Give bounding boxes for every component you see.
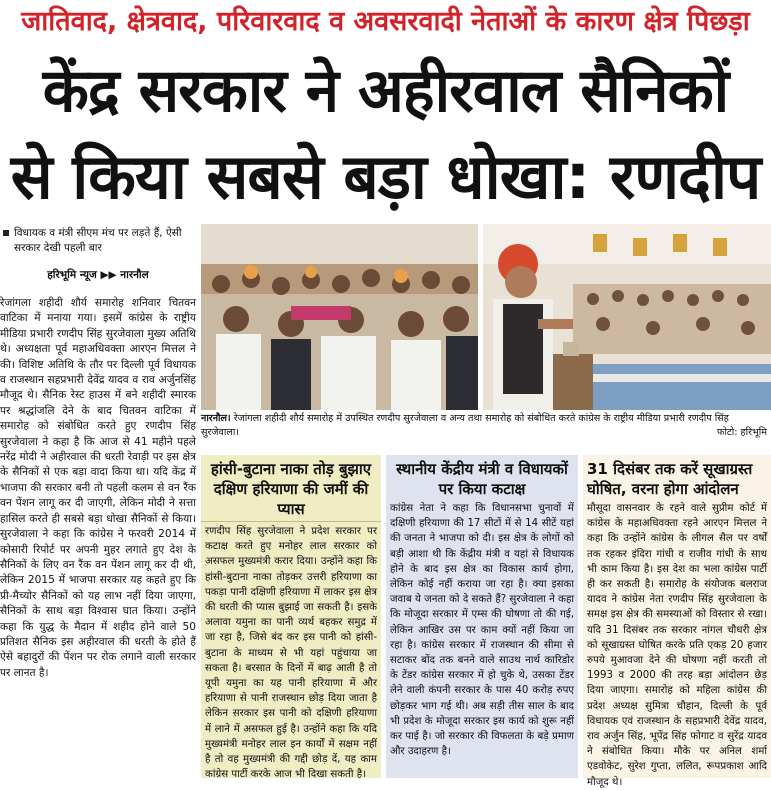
box-body: कांग्रेस नेता ने कहा कि विधानसभा चुनावों में दक्षिणी हरियाणा की 17 सीटों में से 14 सीटें यहां की जनता ने भाजपा को दी। इस क्षेत्र के लोगों को बड़ी आशा थी कि केंद्रीय मंत्री व यहां से विधायक होने के बाद इस क्षेत्र का विकास कार्य होगा, लेकिन कोई नहीं कराया जा रहा है। क्या इसका जवाब ये जनता को दे सकते हैं? सुरजेवाला ने कहा कि मोजूदा सरकार में एम्स की घोषणा तो की गई, लेकिन आखिर उस पर काम क्यों नहीं किया जा रहा है। कांग्रेस सरकार में राजस्थान की सीमा से सटाकर बोंद तक बनने वाले साउथ नार्थ कारिडोर के टेंडर कांग्रेस सरकार में हो चुके थे, उसका टेंडर लेने वाली कंपनी सरकार के पास 40 करोड़ रुपए छोड़कर भाग गई थी। अब सड़ी तीस साल के बाद भी प्रदेश के मोजूदा सरकार इस कार्य को शुरू नहीं कर पाई है। जो सरकार की विफलता के बड़े प्रमाण और उदाहरण है। <box>390 503 574 758</box>
bullet-text: विधायक व मंत्री सीएम मंच पर लड़ते हैं, ऐसी सरकार देखी पहली बार <box>14 227 182 254</box>
sidebar-box-water <box>201 455 381 781</box>
byline: हरिभूमि न्यूज ▶▶ नारनौल <box>47 269 149 281</box>
summary-bullet <box>0 226 196 256</box>
sidebar-box-ministers <box>386 455 578 778</box>
left-column <box>0 226 196 778</box>
box-body: मौसूदा वासनवार के रहने वाले सुप्रीम कोर्ट में कांग्रेस के महाअधिवक्ता रहने आरएन मित्तल ने कहा कि उन्होंने कांग्रेस के लीगल सैल पर वर्षों तक रहकर इंदिरा गांधी व राजीव गांधी के साथ भी काम किया है। इस देश का भला कांग्रेस पार्टी ही कर सकती है। समारोह के संयोजक बलराज यादव ने कांग्रेस नेता रणदीप सिंह सुरजेवाला के समक्ष इस क्षेत्र की समस्याओं को विस्तार से रखा। यदि 31 दिसंबर तक सरकार नांगल चौधरी क्षेत्र को सूखाग्रस्त घोषित करके प्रति एकड़ 20 हजार रुपये मुआवजा देने की घोषणा नहीं करती तो 1993 व 2000 की तरह बड़ा आंदोलन छेड़ दिया जाएगा। समारोह को महिला कांग्रेस की प्रदेश अध्यक्ष सुमित्रा चौहान, दिल्ली के पूर्व विधायक एवं राजस्थान के सहप्रभारी देवेंद्र यादव, राव अर्जुन सिंह, भूपेंद्र सिंह फोगाट व सुरेंद्र यादव ने संबोधित किया। मौके पर अनिल शर्मा एडवोकेट, सुरेश गुप्ता, ललित, रूपप्रकाश आदि मौजूद थे। <box>587 503 767 788</box>
photo-strip <box>201 224 771 410</box>
box-body: रणदीप सिंह सुरजेवाला ने प्रदेश सरकार पर कटाक्ष करते हुए मनोहर लाल सरकार को असफल मुख्यमंत्री करार दिया। उन्होंने कहा कि हांसी-बुटाना नाका तोड़कर उत्तरी हरियाणा का पकड़ा पानी दक्षिणी हरियाणा में लाकर इस क्षेत्र की धरती की प्यास बुझाई जा सकती है। इसके अलावा यमुना का पानी व्यर्थ बहकर समुद्र में जा रहा है, जिसे बंद कर इस पानी को हांसी-बुटाना के माध्यम से भी यहां पहुंचाया जा सकता है। बरसात के दिनों में बाढ़ आती है तो यूपी यमुना का यह पानी हरियाणा में और हरियाणा से पानी राजस्थान छोड़ दिया जाता है लेकिन सरकार इस पानी को दक्षिणी हरियाणा में लाने में असफल हुई है। उन्होंने कहा कि यदि मुख्यमंत्री मनोहर लाल इन कार्यों में सक्षम नहीं है तो वह मुख्यमंत्री की गद्दी छोड़ दें, यह काम कांग्रेस पार्टी करके आज भी दिखा सकती है। <box>205 526 377 781</box>
main-headline-line2: से किया सबसे बड़ा धोखा: रणदीप <box>10 140 761 213</box>
box-title: 31 दिसंबर तक करें सूखाग्रस्त घोषित, वरना होगा आंदोलन <box>587 460 753 498</box>
photo-credit: फोटो: हरिभूमि <box>717 427 767 438</box>
box-title: स्थानीय केंद्रीय मंत्री व विधायकों पर किया कटाक्ष <box>396 460 568 498</box>
kicker-headline: जातिवाद, क्षेत्रवाद, परिवारवाद व अवसरवादी नेताओं के कारण क्षेत्र पिछड़ा <box>21 6 750 37</box>
speaker-photo <box>483 224 771 410</box>
box-title: हांसी-बुटाना नाका तोड़ बुझाए दक्षिण हरियाणा की जमीं की प्यास <box>201 455 381 522</box>
caption-text: रेजांगला शहीदी शौर्य समारोह में उपस्थित रणदीप सुरजेवाला व अन्य तथा समारोह को संबोधित करते कांग्रेस के राष्ट्रीय मीडिया प्रभारी रणदीप सिंह सुरजेवाला। <box>201 413 729 438</box>
article-body: रेजांगला शहीदी शौर्य समारोह शनिवार चितवन वाटिका में मनाया गया। इसमें कांग्रेस के राष्ट्रीय मीडिया प्रभारी रणदीप सिंह सुरजेवाला मुख्य अतिथि थे। अध्यक्षता पूर्व महाअधिवक्ता आरएन मित्तल ने की। विशिष्ट अतिथि के तौर पर दिल्ली पूर्व विधायक व राजस्थान सहप्रभारी देवेंद्र यादव व राव अर्जुनसिंह मौजूद थे। सैनिक रेस्ट हाउस में बने शहीदी स्मारक पर श्रद्धांजलि देने के बाद चितवन वाटिका में समारोह को संबोधित करते हुए रणदीप सिंह सुरजेवाला ने कहा है कि आज से 41 महीने पहले नरेंद्र मोदी ने अहीरवाल की धरती रेवाड़ी पर इस क्षेत्र के सैनिकों से एक बड़ा वादा किया था। यदि केंद्र में भाजपा की सरकार बनी तो पहली कलम से वन रैंक वन पेंशन लागू कर दी जाएगी, लेकिन मोदी ने सत्ता हासिल करते ही सबसे बड़ा धोखा सैनिकों से किया। सुरजेवाला ने कहा कि कांग्रेस ने फरवरी 2014 में कोसारी रिपोर्ट पर अपनी मुहर लगाते हुए देश के सैनिकों के लिए वन रैंक वन पेंशन लागू कर दी थी, लेकिन 2015 में भाजपा सरकार यह कहते हुए कि प्री-मैच्योर सैनिकों को यह लाभ नहीं दिया जाएगा, सैनिकों के साथ बड़ा विश्वास घात किया। उन्होंने कहा कि युद्ध के मैदान में शहीद होने वाले 50 प्रतिशत सैनिक इस अहीरवाल की धरती के होते हैं ऐसे बहादुरों की पेंशन पर रोक लगाने वाली सरकार पर लानत है। <box>0 297 196 679</box>
caption-place: नारनौल। <box>201 413 231 424</box>
main-headline-line1: केंद्र सरकार ने अहीरवाल सैनिकों <box>42 56 729 126</box>
photo-caption <box>201 412 767 440</box>
sidebar-box-drought <box>583 455 771 788</box>
crowd-photo <box>201 224 478 410</box>
bullet-square-icon <box>3 230 9 236</box>
